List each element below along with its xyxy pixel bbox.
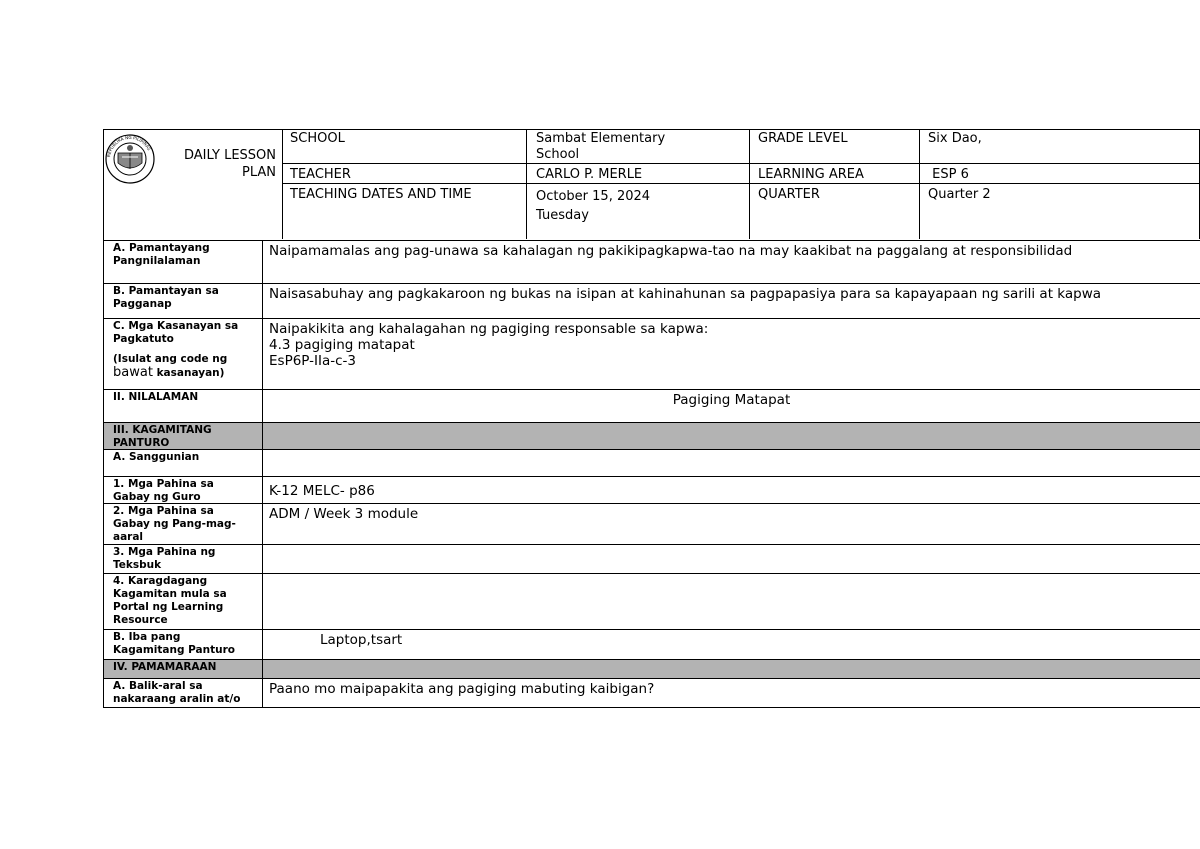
row-value: Naipamamalas ang pag-unawa sa kahalagan ng pakikipagkapwa-tao na may kaakibat na paggalang at responsibilidad xyxy=(269,243,1073,259)
school-label: SCHOOL xyxy=(290,131,345,146)
row-label-text: C. Mga Kasanayan sa Pagkatuto xyxy=(113,320,239,345)
row-value xyxy=(263,423,1200,449)
deped-seal-icon xyxy=(104,133,156,185)
dates-value-line-1: October 15, 2024 xyxy=(536,189,651,204)
school-value-line-1: Sambat Elementary xyxy=(536,131,666,146)
dlp-title xyxy=(184,147,276,181)
quarter-label: QUARTER xyxy=(758,187,820,202)
row-kagamitang-panturo xyxy=(103,423,1200,450)
row-value: Laptop,tsart xyxy=(320,632,403,648)
grade-value: Six Dao, xyxy=(928,131,982,146)
value-line-1: Naipakikita ang kahalagahan ng pagiging responsable sa kapwa: xyxy=(269,321,709,337)
code-note xyxy=(113,353,253,380)
row-label xyxy=(104,319,263,389)
quarter-value: Quarter 2 xyxy=(928,187,991,202)
row-iba-pang-kagamitan xyxy=(103,630,1200,660)
header-col-line xyxy=(749,130,750,239)
teacher-value: CARLO P. MERLE xyxy=(536,167,643,182)
school-value xyxy=(530,130,749,164)
dates-value-line-2: Tuesday xyxy=(536,208,589,223)
logo-cell xyxy=(104,130,283,239)
code-note-bawat: bawat xyxy=(113,365,153,380)
row-value xyxy=(263,319,1200,389)
header-col-line xyxy=(526,130,527,239)
header-table xyxy=(103,129,1200,241)
row-balik-aral xyxy=(103,679,1200,708)
row-label: A. Sanggunian xyxy=(104,450,263,476)
seal-text: REPUBLIKA NG PILIPINAS xyxy=(106,134,152,158)
row-nilalaman xyxy=(103,390,1200,423)
row-value: Pagiging Matapat xyxy=(672,392,791,408)
row-karagdagang-kagamitan xyxy=(103,574,1200,630)
dates-value xyxy=(530,186,749,226)
row-label: III. KAGAMITANG PANTURO xyxy=(104,423,263,449)
header-col-line xyxy=(919,130,920,239)
title-line-2: PLAN xyxy=(242,165,276,180)
row-pamamaraan xyxy=(103,660,1200,679)
row-label: II. NILALAMAN xyxy=(104,390,263,422)
row-value: K-12 MELC- p86 xyxy=(269,483,375,499)
code-note-start: (Isulat ang code ng xyxy=(113,353,228,365)
row-value xyxy=(263,574,1200,629)
school-value-line-2: School xyxy=(536,147,580,162)
row-pahina-teksbuk xyxy=(103,545,1200,574)
row-pahina-pang-mag-aaral xyxy=(103,504,1200,545)
teacher-label: TEACHER xyxy=(290,167,351,182)
row-pamantayang-pangnilalaman xyxy=(103,241,1200,284)
value-line-3: EsP6P-IIa-c-3 xyxy=(269,353,356,369)
row-value: ADM / Week 3 module xyxy=(269,506,419,522)
row-label: A. Balik-aral sa nakaraang aralin at/o xyxy=(104,679,263,707)
row-label: A. Pamantayang Pangnilalaman xyxy=(104,241,263,283)
row-label: 1. Mga Pahina sa Gabay ng Guro xyxy=(104,477,263,503)
row-label: 2. Mga Pahina sa Gabay ng Pang-mag-aaral xyxy=(104,504,263,544)
code-note-end: kasanayan) xyxy=(156,367,225,379)
row-sanggunian xyxy=(103,450,1200,477)
row-value xyxy=(263,660,1200,678)
row-pahina-gabay-guro xyxy=(103,477,1200,504)
area-value: ESP 6 xyxy=(928,167,969,182)
grade-label: GRADE LEVEL xyxy=(758,131,848,146)
row-label: B. Iba pang Kagamitang Panturo xyxy=(104,630,263,659)
row-mga-kasanayan xyxy=(103,319,1200,390)
value-line-2: 4.3 pagiging matapat xyxy=(269,337,415,353)
area-label: LEARNING AREA xyxy=(758,167,864,182)
title-line-1: DAILY LESSON xyxy=(183,148,276,163)
row-label: IV. PAMAMARAAN xyxy=(104,660,263,678)
row-value: Paano mo maipapakita ang pagiging mabuting kaibigan? xyxy=(269,681,655,697)
row-value xyxy=(263,450,1200,476)
row-pamantayan-sa-pagganap xyxy=(103,284,1200,319)
row-value: Naisasabuhay ang pagkakaroon ng bukas na isipan at kahinahunan sa pagpapasiya para sa kapayapaan ng sarili at kapwa xyxy=(269,286,1102,302)
row-value xyxy=(263,545,1200,573)
row-label: 4. Karagdagang Kagamitan mula sa Portal ng Learning Resource xyxy=(104,574,263,629)
dates-label: TEACHING DATES AND TIME xyxy=(290,187,472,202)
row-label: 3. Mga Pahina ng Teksbuk xyxy=(104,545,263,573)
row-label: B. Pamantayan sa Pagganap xyxy=(104,284,263,318)
